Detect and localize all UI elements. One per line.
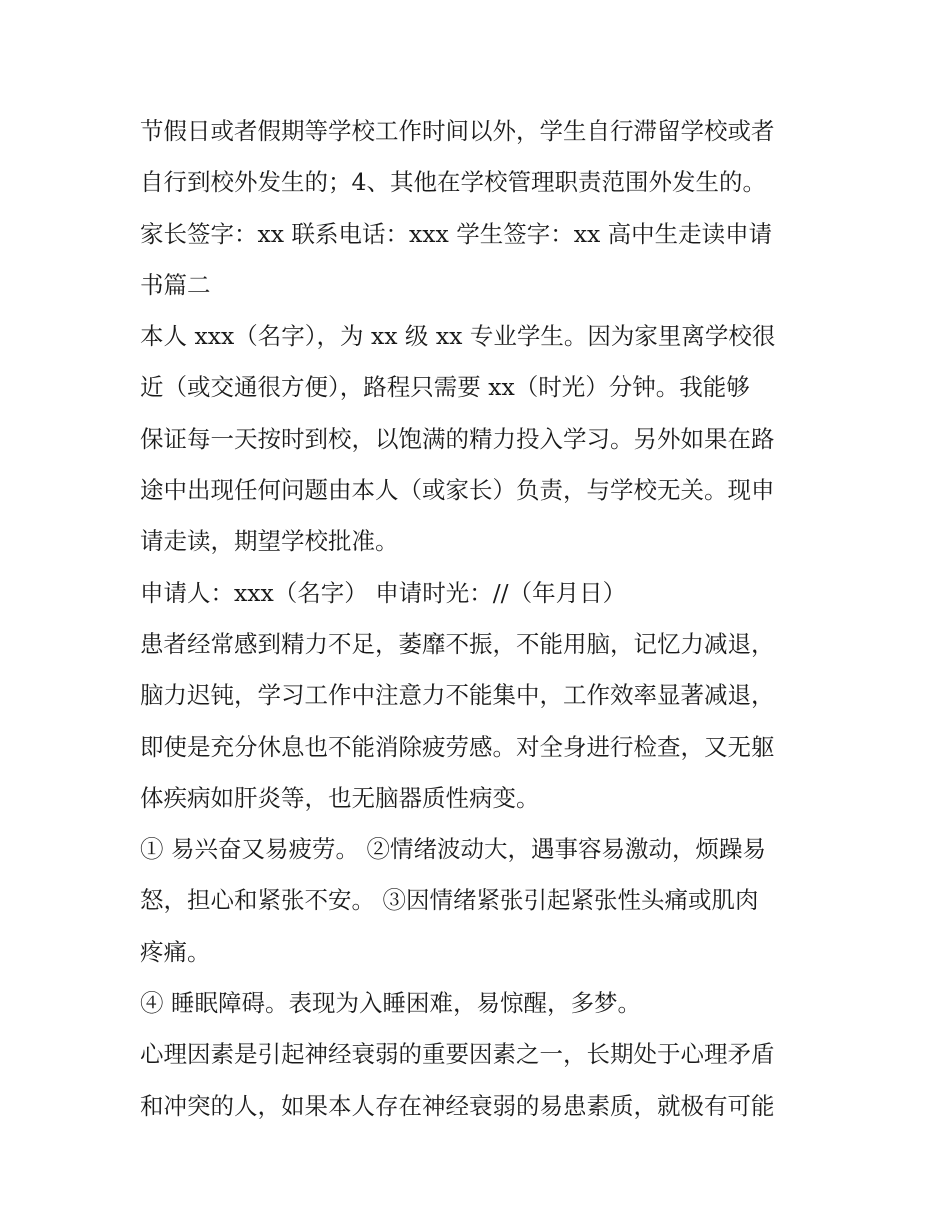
text-line: ① 易兴奋又易疲劳。 ②情绪波动大，遇事容易激动，烦躁易: [140, 835, 766, 864]
text-line: 心理因素是引起神经衰弱的重要因素之一，长期处于心理矛盾: [140, 1040, 775, 1069]
text-line: 家长签字：xx 联系电话：xxx 学生签字：xx 高中生走读申请: [140, 219, 773, 248]
document-body: [140, 106, 812, 1132]
text-line: 脑力迟钝，学习工作中注意力不能集中，工作效率显著减退，: [140, 681, 775, 710]
text-line: 请走读，期望学校批准。: [140, 527, 399, 556]
text-line: 本人 xxx（名字），为 xx 级 xx 专业学生。因为家里离学校很: [140, 322, 776, 351]
text-line: 患者经常感到精力不足，萎靡不振，不能用脑，记忆力减退，: [140, 629, 775, 658]
text-line: 自行到校外发生的；4、其他在学校管理职责范围外发生的。: [140, 168, 766, 197]
text-line: 节假日或者假期等学校工作时间以外，学生自行滞留学校或者: [140, 117, 775, 145]
text-line: ④ 睡眠障碍。表现为入睡困难，易惊醒，多梦。: [140, 989, 641, 1018]
text-line: 申请人：xxx（名字） 申请时光：//（年月日）: [140, 578, 627, 607]
text-line: 怒，担心和紧张不安。 ③因情绪紧张引起紧张性头痛或肌肉: [140, 886, 759, 915]
text-line: 即使是充分休息也不能消除疲劳感。对全身进行检查，又无躯: [140, 732, 775, 761]
text-line: 书篇二: [140, 270, 211, 299]
text-line: 和冲突的人，如果本人存在神经衰弱的易患素质，就极有可能: [140, 1091, 775, 1120]
text-line: 体疾病如肝炎等，也无脑器质性病变。: [140, 783, 540, 812]
text-line: 途中出现任何问题由本人（或家长）负责，与学校无关。现申: [140, 476, 775, 505]
text-line: 疼痛。: [140, 937, 211, 966]
text-line: 近（或交通很方便），路程只需要 xx（时光）分钟。我能够: [140, 373, 750, 402]
text-line: 保证每一天按时到校，以饱满的精力投入学习。另外如果在路: [140, 424, 775, 453]
